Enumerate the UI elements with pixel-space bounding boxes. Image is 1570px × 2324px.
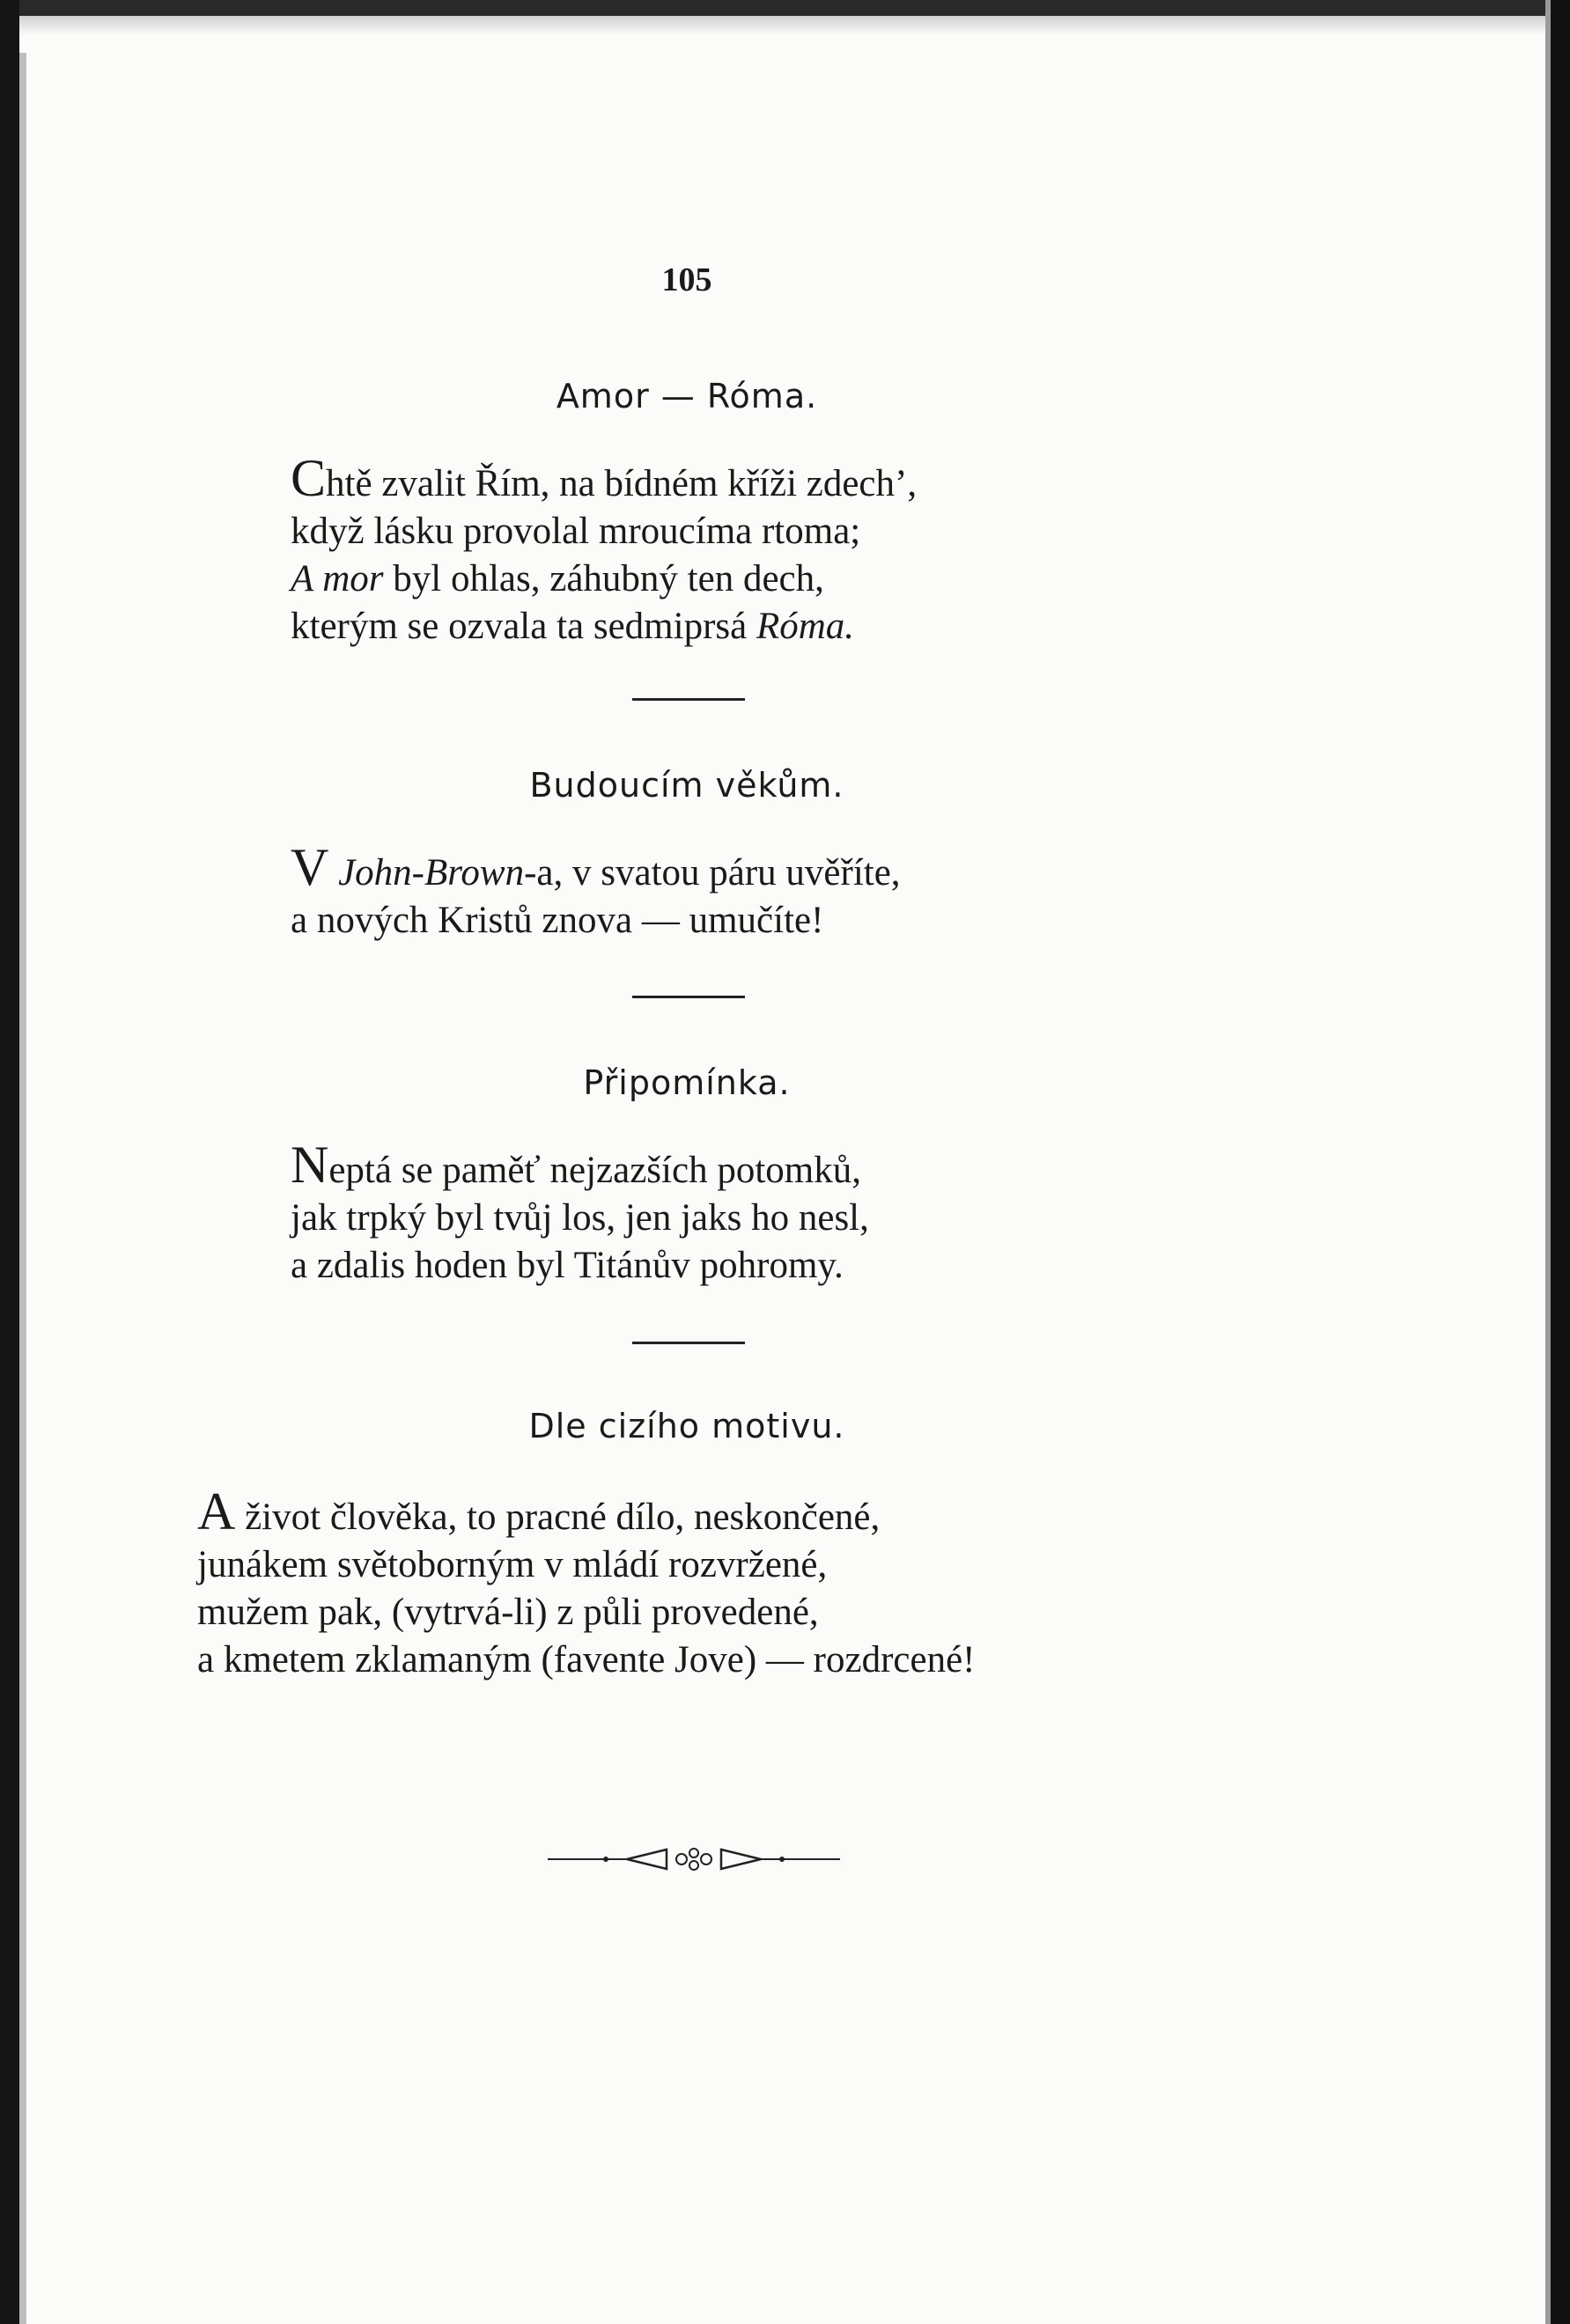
scan-right-shadow [1545,0,1551,2324]
line-text: byl ohlas, záhubný ten dech, [383,558,824,599]
poem-title-budoucim-vekum: Budoucím věkům. [529,766,844,805]
poem-stanza-pripominka [291,1136,869,1290]
initial-capital: A [197,1482,236,1541]
section-divider [632,996,745,998]
scan-top-shadow [0,16,1570,35]
scan-right-edge [1551,0,1570,2324]
poem-line: když lásku provolal mroucíma rtoma; [291,511,861,552]
poem-line [291,603,917,651]
end-ornament-icon [548,1842,840,1877]
scan-left-edge [0,0,19,2324]
italic-text: John-Brown [338,852,525,894]
poem-line: mužem pak, (vytrvá-li) z půli provedené, [197,1592,819,1633]
poem-stanza-amor-roma [291,449,918,651]
poem-line: a zdalis hoden byl Titánův pohromy. [291,1245,844,1286]
poem-title-dle-ciziho-motivu: Dle cizího motivu. [528,1407,845,1445]
line-text: život člověka, to pracné dílo, neskončené, [235,1497,881,1538]
line-text: kterým se ozvala ta sedmiprsá [291,606,756,647]
poem-stanza-budoucim-vekum [291,838,901,945]
line-text: eptá se paměť nejzazších potomků, [328,1150,861,1191]
line-text: -a, v svatou páru uvěříte, [524,852,901,894]
page-number: 105 [661,261,712,298]
poem-title-amor-roma: Amor — Róma. [556,377,818,416]
poem-line [197,1482,975,1541]
poem-line: jak trpký byl tvůj los, jen jaks ho nesl, [291,1197,869,1239]
poem-line [291,1136,869,1195]
section-divider [632,1342,745,1344]
italic-text: A mor [291,558,384,599]
italic-text: Róma. [756,606,855,647]
poem-stanza-dle-ciziho-motivu [197,1482,976,1684]
poem-line: a nových Kristů znova — umučíte! [291,900,824,941]
poem-title-pripominka: Připomínka. [583,1063,791,1102]
poem-line: junákem světoborným v mládí rozvržené, [197,1544,828,1585]
line-text: htě zvalit Řím, na bídném kříži zdech’, [326,463,918,504]
poem-line [291,555,917,603]
initial-capital: N [291,1136,329,1194]
scan-top-edge [0,0,1570,16]
poem-line: a kmetem zklamaným (favente Jove) — rozdrcené! [197,1639,976,1680]
poem-line [291,838,901,897]
initial-capital: C [291,449,327,507]
initial-capital: V [291,838,329,896]
section-divider [632,698,745,701]
poem-line [291,449,918,508]
